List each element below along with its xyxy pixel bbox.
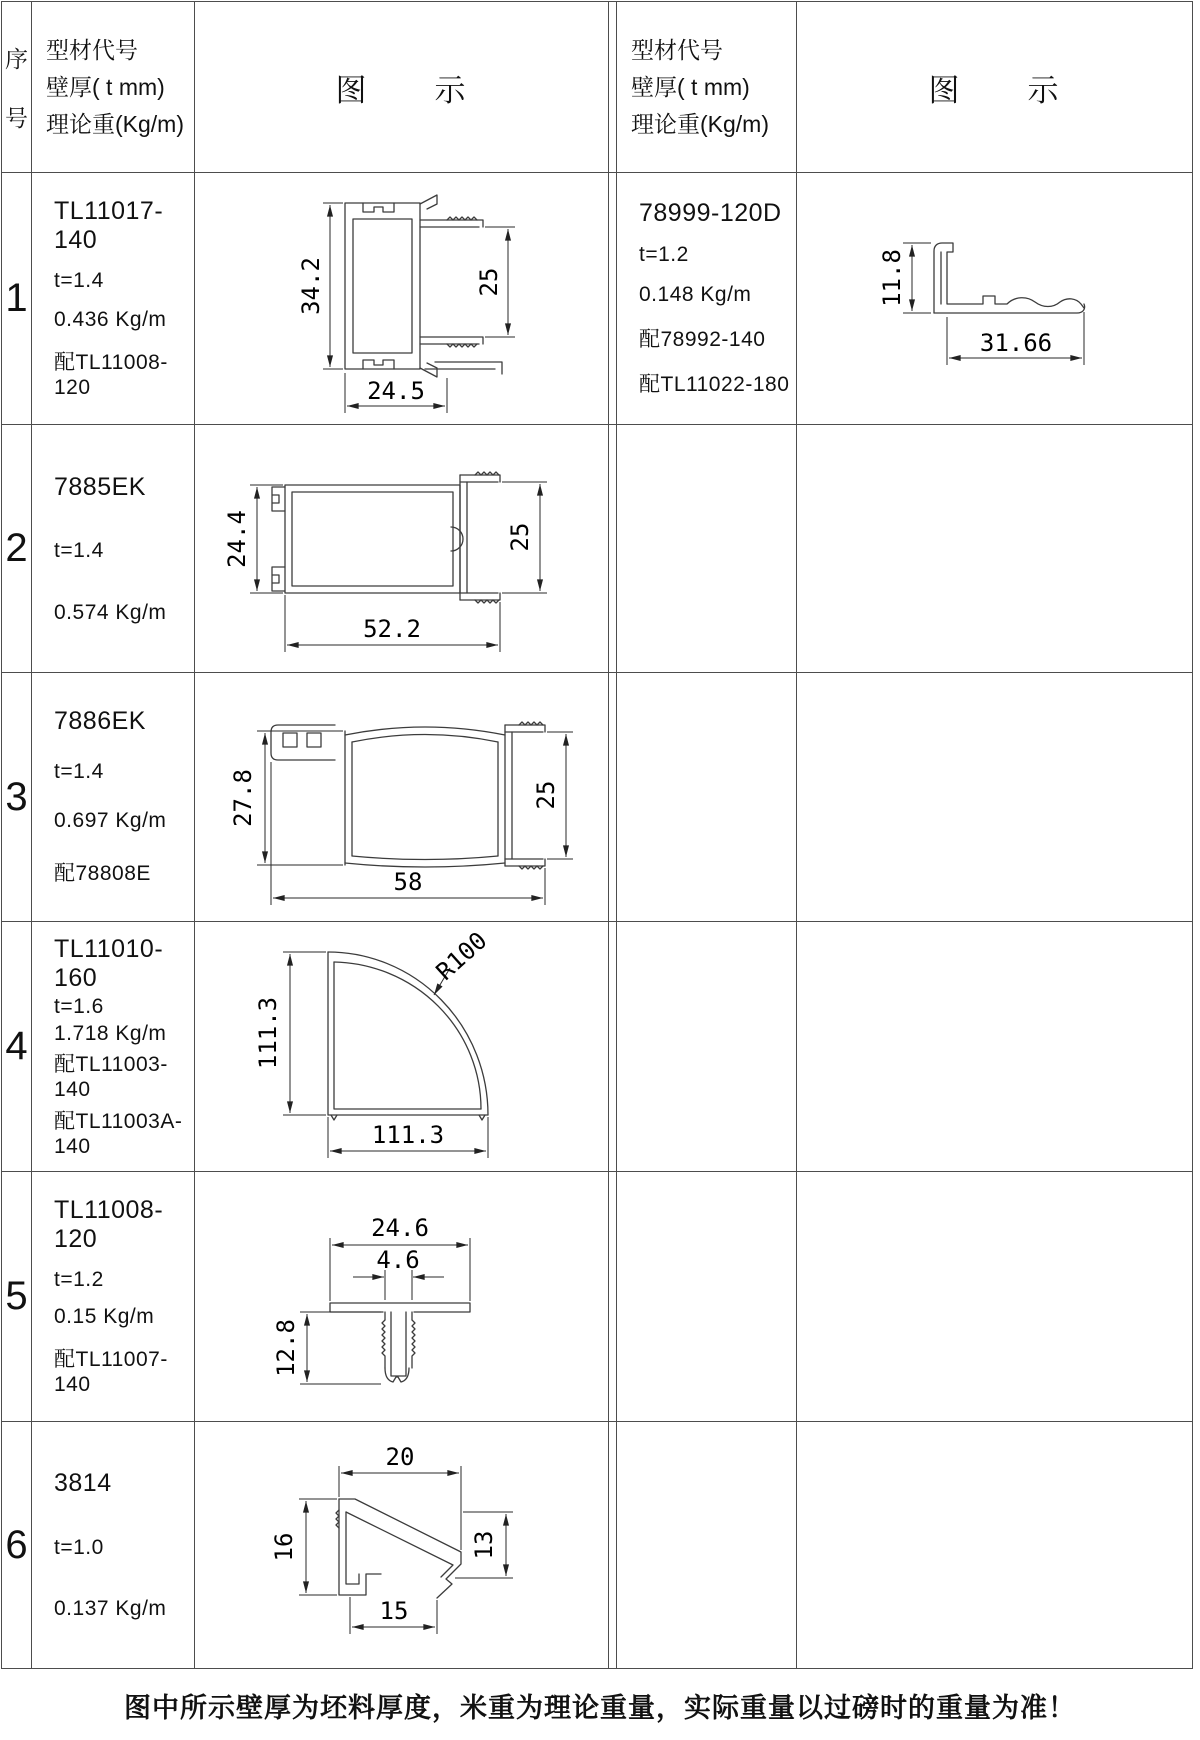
divider-gap xyxy=(609,425,617,673)
row2-number xyxy=(2,425,32,673)
profile-code: 7885EK xyxy=(54,472,146,501)
row3-info-right-empty xyxy=(617,673,797,922)
row-number: 2 xyxy=(5,526,28,570)
header-seq xyxy=(2,2,32,173)
wall-thickness: t=1.4 xyxy=(54,269,104,293)
row6-diagram-right-empty xyxy=(797,1422,1192,1668)
matching-profile: 配TL11003A-140 xyxy=(54,1109,183,1158)
dim-label: 20 xyxy=(385,1443,415,1471)
profile-code: TL11008-120 xyxy=(54,1195,164,1253)
header-info-left xyxy=(32,2,195,173)
header-info-line1: 型材代号 xyxy=(46,36,138,63)
profile-code: 7886EK xyxy=(54,707,146,736)
profile-drawing-tl11010 xyxy=(195,922,609,1172)
row1-diagram-left xyxy=(195,173,609,425)
wall-thickness: t=1.4 xyxy=(54,760,104,784)
row6-info-right-empty xyxy=(617,1422,797,1668)
unit-weight: 0.574 Kg/m xyxy=(54,600,167,624)
row1-diagram-right xyxy=(797,173,1192,425)
divider-gap xyxy=(609,2,617,173)
profile-code: TL11017-140 xyxy=(54,197,164,255)
row5-diagram-right-empty xyxy=(797,1172,1192,1422)
dim-label: 111.3 xyxy=(371,1121,445,1149)
row5-diagram-left xyxy=(195,1172,609,1422)
header-seq-top: 序 xyxy=(5,46,28,72)
row6-number xyxy=(2,1422,32,1668)
matching-profile: 配TL11022-180 xyxy=(639,373,790,397)
header-info-line1-r: 型材代号 xyxy=(631,36,723,63)
matching-profile: 配TL11003-140 xyxy=(54,1053,168,1101)
matching-profile: 配78992-140 xyxy=(639,327,766,351)
unit-weight: 0.15 Kg/m xyxy=(54,1305,155,1329)
row-number: 4 xyxy=(5,1024,28,1068)
dim-label: 25 xyxy=(475,267,503,297)
divider-gap xyxy=(609,1422,617,1668)
row4-number xyxy=(2,922,32,1172)
row5-info-right-empty xyxy=(617,1172,797,1422)
row4-diagram-left xyxy=(195,922,609,1172)
dim-label: 31.66 xyxy=(979,329,1053,357)
profile-drawing-7885ek xyxy=(195,425,609,673)
dim-label: 25 xyxy=(506,522,534,552)
matching-profile: 配TL11008-120 xyxy=(54,350,168,399)
row6-info-left xyxy=(32,1422,195,1668)
profile-table xyxy=(1,1,1193,1669)
header-info-line3-r: 理论重(Kg/m) xyxy=(631,110,769,137)
wall-thickness: t=1.0 xyxy=(54,1535,104,1559)
dim-label: 24.4 xyxy=(223,510,251,568)
dim-label: 12.8 xyxy=(272,1319,300,1377)
header-info-line2-r: 壁厚( t mm) xyxy=(631,73,750,100)
unit-weight: 0.148 Kg/m xyxy=(639,282,752,306)
header-diagram-left xyxy=(195,2,609,173)
wall-thickness: t=1.6 xyxy=(54,995,104,1018)
row3-number xyxy=(2,673,32,922)
unit-weight: 0.697 Kg/m xyxy=(54,808,167,832)
dim-label: 24.5 xyxy=(367,377,425,405)
profile-drawing-7886ek xyxy=(195,673,609,922)
wall-thickness: t=1.4 xyxy=(54,539,104,562)
diagram-label-left: 图 示 xyxy=(335,72,468,108)
row3-diagram-left xyxy=(195,673,609,922)
divider-gap xyxy=(609,1172,617,1422)
row2-info-right-empty xyxy=(617,425,797,673)
radius-label: R100 xyxy=(430,926,493,986)
row5-number xyxy=(2,1172,32,1422)
row4-info-right-empty xyxy=(617,922,797,1172)
profile-drawing-78999 xyxy=(797,173,1192,425)
row5-info-left xyxy=(32,1172,195,1422)
dim-label: 111.3 xyxy=(254,996,282,1070)
row4-info-left xyxy=(32,922,195,1172)
divider-gap xyxy=(609,673,617,922)
header-diagram-right xyxy=(797,2,1192,173)
row-number: 1 xyxy=(5,276,28,320)
row1-info-right xyxy=(617,173,797,425)
dim-label: 13 xyxy=(470,1530,498,1560)
row4-diagram-right-empty xyxy=(797,922,1192,1172)
profile-code: 3814 xyxy=(54,1469,112,1498)
dim-label: 27.8 xyxy=(229,769,257,827)
row6-diagram-left xyxy=(195,1422,609,1668)
dim-label: 15 xyxy=(379,1597,409,1625)
profile-drawing-tl11008 xyxy=(195,1172,609,1422)
matching-profile: 配78808E xyxy=(54,861,151,885)
row3-info-left xyxy=(32,673,195,922)
dim-label: 52.2 xyxy=(363,615,421,643)
diagram-label-right: 图 示 xyxy=(928,72,1061,108)
divider-gap xyxy=(609,922,617,1172)
dim-label: 11.8 xyxy=(878,249,906,307)
unit-weight: 0.137 Kg/m xyxy=(54,1596,167,1620)
row1-number xyxy=(2,173,32,425)
row-number: 6 xyxy=(5,1522,28,1567)
row3-diagram-right-empty xyxy=(797,673,1192,922)
profile-code: TL11010-160 xyxy=(54,934,164,992)
dim-label: 34.2 xyxy=(297,257,325,315)
profile-drawing-tl11017 xyxy=(195,173,609,425)
dim-label: 58 xyxy=(393,868,423,896)
dim-label: 24.6 xyxy=(371,1214,429,1242)
header-seq-bottom: 号 xyxy=(5,105,28,131)
profile-drawing-3814 xyxy=(195,1422,609,1668)
dim-label: 16 xyxy=(270,1532,298,1562)
row-number: 3 xyxy=(5,774,28,819)
header-info-line3: 理论重(Kg/m) xyxy=(46,110,184,137)
wall-thickness: t=1.2 xyxy=(54,1267,104,1291)
matching-profile: 配TL11007-140 xyxy=(54,1348,168,1397)
divider-gap xyxy=(609,173,617,425)
row1-info-left xyxy=(32,173,195,425)
row-number: 5 xyxy=(5,1274,28,1318)
profile-code: 78999-120D xyxy=(639,198,782,227)
header-info-right xyxy=(617,2,797,173)
wall-thickness: t=1.2 xyxy=(639,243,689,267)
header-info-line2: 壁厚( t mm) xyxy=(46,73,165,100)
dim-label: 4.6 xyxy=(376,1246,420,1274)
row2-diagram-left xyxy=(195,425,609,673)
row2-diagram-right-empty xyxy=(797,425,1192,673)
unit-weight: 0.436 Kg/m xyxy=(54,307,167,331)
row2-info-left xyxy=(32,425,195,673)
dim-label: 25 xyxy=(532,780,560,810)
unit-weight: 1.718 Kg/m xyxy=(54,1021,167,1045)
footer-note: 图中所示壁厚为坯料厚度，米重为理论重量，实际重量以过磅时的重量为准！ xyxy=(124,1693,1076,1723)
